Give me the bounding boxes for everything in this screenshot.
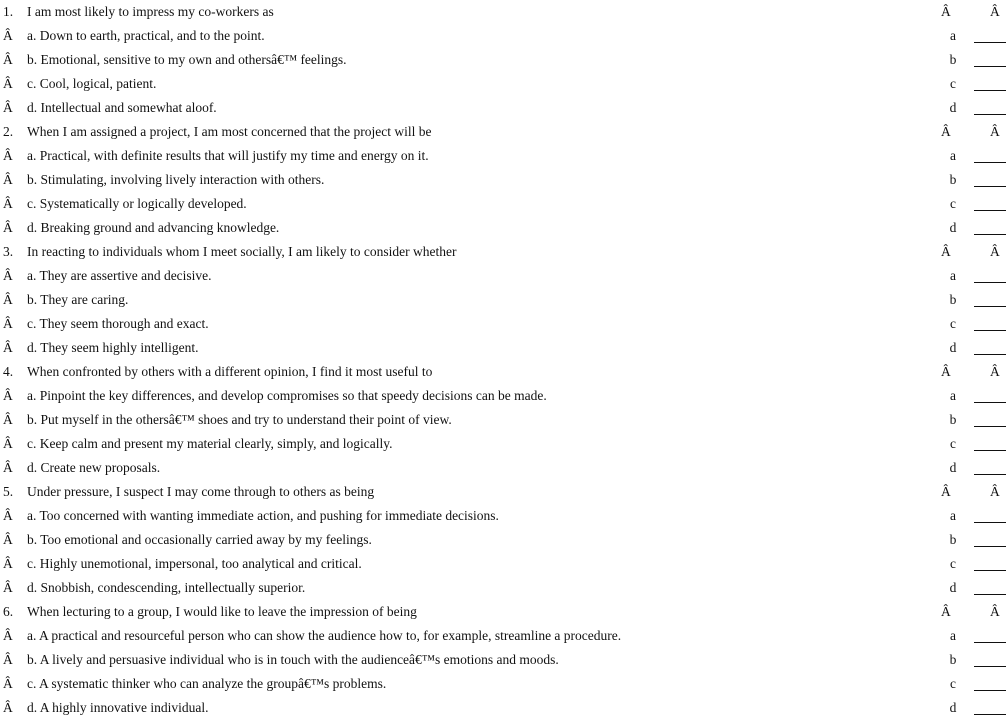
option-text: b. They are caring. (27, 292, 129, 307)
option-text: d. Intellectual and somewhat aloof. (27, 100, 217, 115)
option-text: c. Highly unemotional, impersonal, too analytical and critical. (27, 556, 362, 571)
answer-blank[interactable] (974, 66, 1006, 67)
answer-blank[interactable] (974, 90, 1006, 91)
question-row (0, 120, 1007, 144)
option-letter: d (949, 580, 957, 595)
answer-blank[interactable] (974, 594, 1006, 595)
option-row (0, 576, 1007, 600)
option-text: b. Too emotional and occasionally carried away by my feelings. (27, 532, 372, 547)
option-row (0, 24, 1007, 48)
option-marker: Â (3, 628, 13, 643)
option-marker: Â (3, 220, 13, 235)
question-number: 5. (3, 484, 14, 499)
option-marker: Â (3, 412, 13, 427)
option-marker: Â (3, 268, 13, 283)
question-text: I am most likely to impress my co-workers as (27, 4, 274, 19)
option-row (0, 648, 1007, 672)
question-row (0, 240, 1007, 264)
question-row (0, 360, 1007, 384)
option-row (0, 72, 1007, 96)
question-number: 3. (3, 244, 14, 259)
option-row (0, 696, 1007, 720)
option-letter: b (949, 172, 957, 187)
option-row (0, 624, 1007, 648)
column-marker: Â (990, 484, 1000, 499)
option-text: b. Emotional, sensitive to my own and othersâ€™ feelings. (27, 52, 347, 67)
column-marker: Â (990, 124, 1000, 139)
option-text: c. Keep calm and present my material clearly, simply, and logically. (27, 436, 393, 451)
answer-blank[interactable] (974, 210, 1006, 211)
answer-blank[interactable] (974, 162, 1006, 163)
question-row (0, 480, 1007, 504)
option-letter: c (950, 556, 956, 571)
option-marker: Â (3, 340, 13, 355)
option-letter: c (950, 676, 956, 691)
answer-blank[interactable] (974, 306, 1006, 307)
question-number: 2. (3, 124, 14, 139)
option-marker: Â (3, 652, 13, 667)
option-letter: b (949, 52, 957, 67)
option-letter: a (950, 508, 956, 523)
option-letter: b (949, 532, 957, 547)
option-row (0, 168, 1007, 192)
option-marker: Â (3, 100, 13, 115)
answer-blank[interactable] (974, 570, 1006, 571)
option-row (0, 96, 1007, 120)
answer-blank[interactable] (974, 450, 1006, 451)
question-text: When confronted by others with a different opinion, I find it most useful to (27, 364, 433, 379)
option-marker: Â (3, 532, 13, 547)
option-text: a. A practical and resourceful person who can show the audience how to, for example, streamline a procedure. (27, 628, 622, 643)
question-number: 1. (3, 4, 14, 19)
answer-blank[interactable] (974, 186, 1006, 187)
question-row (0, 0, 1007, 24)
option-letter: a (950, 28, 956, 43)
option-letter: a (950, 148, 956, 163)
option-text: a. Practical, with definite results that will justify my time and energy on it. (27, 148, 429, 163)
option-letter: c (950, 76, 956, 91)
option-row (0, 312, 1007, 336)
option-text: d. Snobbish, condescending, intellectually superior. (27, 580, 306, 595)
answer-blank[interactable] (974, 666, 1006, 667)
option-marker: Â (3, 508, 13, 523)
option-letter: b (949, 292, 957, 307)
column-marker: Â (941, 124, 951, 139)
option-marker: Â (3, 292, 13, 307)
answer-blank[interactable] (974, 690, 1006, 691)
option-text: d. Breaking ground and advancing knowledge. (27, 220, 280, 235)
option-letter: c (950, 316, 956, 331)
option-row (0, 528, 1007, 552)
option-marker: Â (3, 436, 13, 451)
answer-blank[interactable] (974, 330, 1006, 331)
option-marker: Â (3, 28, 13, 43)
answer-blank[interactable] (974, 42, 1006, 43)
question-text: Under pressure, I suspect I may come through to others as being (27, 484, 375, 499)
option-letter: d (949, 340, 957, 355)
option-text: a. They are assertive and decisive. (27, 268, 212, 283)
question-text: In reacting to individuals whom I meet socially, I am likely to consider whether (27, 244, 457, 259)
answer-blank[interactable] (974, 474, 1006, 475)
option-marker: Â (3, 172, 13, 187)
option-marker: Â (3, 700, 13, 715)
option-row (0, 144, 1007, 168)
answer-blank[interactable] (974, 642, 1006, 643)
option-letter: a (950, 268, 956, 283)
answer-blank[interactable] (974, 402, 1006, 403)
option-letter: c (950, 436, 956, 451)
answer-blank[interactable] (974, 282, 1006, 283)
option-row (0, 384, 1007, 408)
column-marker: Â (990, 4, 1000, 19)
answer-blank[interactable] (974, 426, 1006, 427)
option-letter: d (949, 220, 957, 235)
option-row (0, 288, 1007, 312)
option-text: c. They seem thorough and exact. (27, 316, 209, 331)
option-row (0, 264, 1007, 288)
option-marker: Â (3, 388, 13, 403)
option-row (0, 432, 1007, 456)
option-text: c. Cool, logical, patient. (27, 76, 157, 91)
option-row (0, 216, 1007, 240)
option-text: b. A lively and persuasive individual who is in touch with the audienceâ€™s emotions and moods. (27, 652, 559, 667)
option-row (0, 456, 1007, 480)
option-row (0, 504, 1007, 528)
column-marker: Â (941, 364, 951, 379)
option-letter: a (950, 388, 956, 403)
question-number: 4. (3, 364, 14, 379)
option-text: d. A highly innovative individual. (27, 700, 209, 715)
option-letter: d (949, 460, 957, 475)
option-marker: Â (3, 52, 13, 67)
column-marker: Â (941, 604, 951, 619)
question-number: 6. (3, 604, 14, 619)
option-row (0, 408, 1007, 432)
option-letter: a (950, 628, 956, 643)
question-text: When I am assigned a project, I am most concerned that the project will be (27, 124, 432, 139)
column-marker: Â (941, 4, 951, 19)
option-marker: Â (3, 676, 13, 691)
column-marker: Â (990, 604, 1000, 619)
option-text: c. A systematic thinker who can analyze the groupâ€™s problems. (27, 676, 387, 691)
option-marker: Â (3, 580, 13, 595)
option-text: a. Down to earth, practical, and to the point. (27, 28, 265, 43)
column-marker: Â (941, 484, 951, 499)
option-row (0, 672, 1007, 696)
option-marker: Â (3, 556, 13, 571)
option-text: d. They seem highly intelligent. (27, 340, 199, 355)
answer-blank[interactable] (974, 354, 1006, 355)
option-text: c. Systematically or logically developed. (27, 196, 247, 211)
option-letter: d (949, 700, 957, 715)
option-letter: b (949, 652, 957, 667)
option-text: b. Put myself in the othersâ€™ shoes and try to understand their point of view. (27, 412, 452, 427)
answer-blank[interactable] (974, 546, 1006, 547)
option-marker: Â (3, 76, 13, 91)
column-marker: Â (990, 364, 1000, 379)
option-row (0, 552, 1007, 576)
option-marker: Â (3, 316, 13, 331)
option-row (0, 192, 1007, 216)
answer-blank[interactable] (974, 522, 1006, 523)
option-letter: c (950, 196, 956, 211)
column-marker: Â (990, 244, 1000, 259)
option-row (0, 336, 1007, 360)
answer-blank[interactable] (974, 234, 1006, 235)
option-marker: Â (3, 460, 13, 475)
option-marker: Â (3, 148, 13, 163)
option-letter: d (949, 100, 957, 115)
column-marker: Â (941, 244, 951, 259)
option-row (0, 48, 1007, 72)
answer-blank[interactable] (974, 714, 1006, 715)
option-marker: Â (3, 196, 13, 211)
option-letter: b (949, 412, 957, 427)
option-text: a. Too concerned with wanting immediate action, and pushing for immediate decisions. (27, 508, 499, 523)
answer-blank[interactable] (974, 114, 1006, 115)
question-text: When lecturing to a group, I would like to leave the impression of being (27, 604, 417, 619)
option-text: d. Create new proposals. (27, 460, 161, 475)
option-text: a. Pinpoint the key differences, and develop compromises so that speedy decisions can be made. (27, 388, 547, 403)
option-text: b. Stimulating, involving lively interaction with others. (27, 172, 325, 187)
question-row (0, 600, 1007, 624)
